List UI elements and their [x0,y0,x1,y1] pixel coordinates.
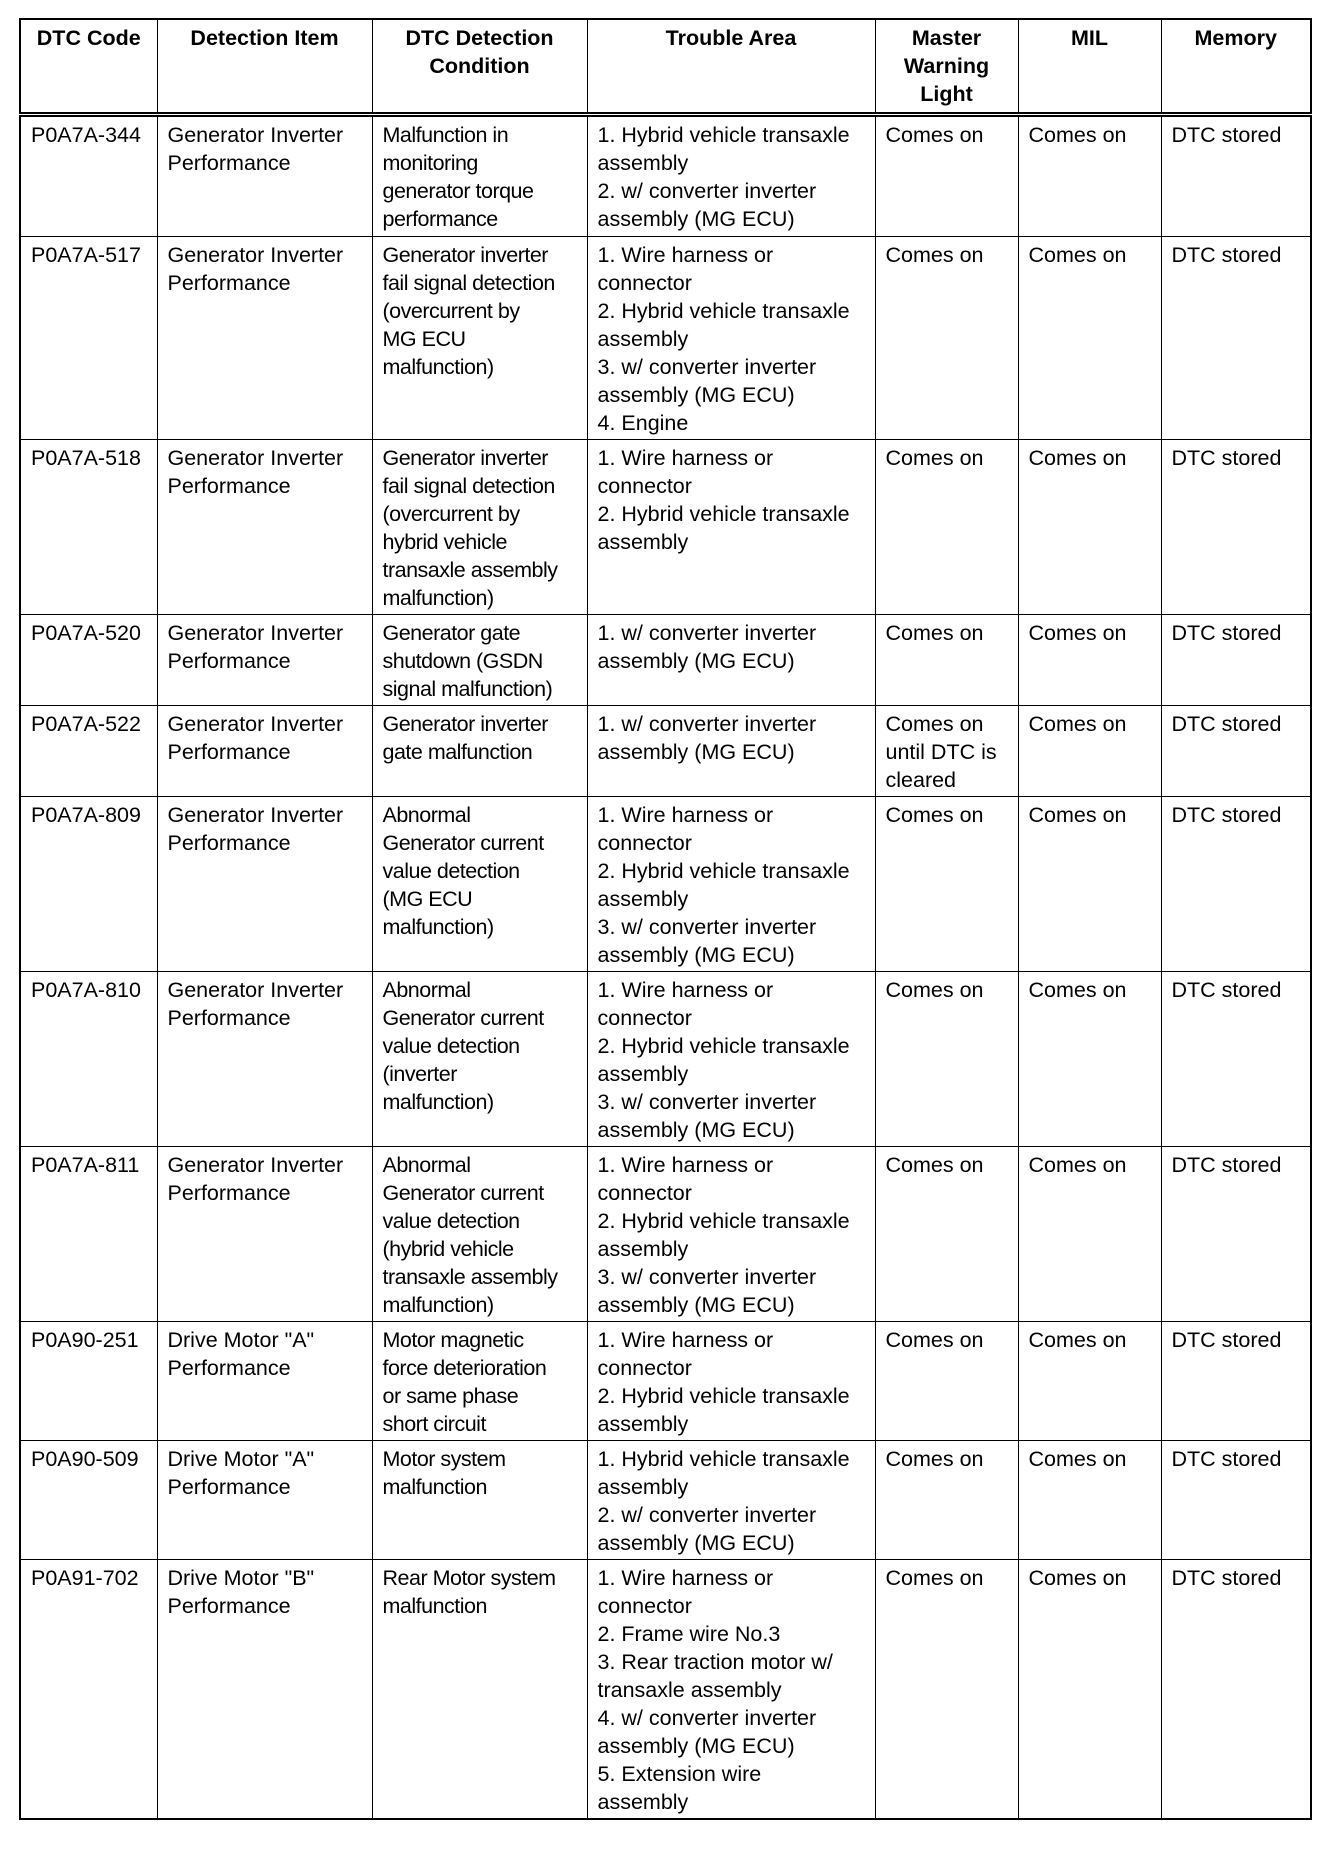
header-trouble-area: Trouble Area [587,19,875,115]
cell-line: 1. Wire harness or [597,243,774,267]
cell-master-warning-light [875,1441,1018,1560]
cell-trouble-area [587,1560,875,1820]
cell-line: (MG ECU [382,887,473,911]
cell-dtc-code: P0A7A-811 [20,1147,157,1322]
cell-line: malfunction) [382,1090,494,1114]
cell-line: Performance [167,1181,291,1205]
cell-dtc-code: P0A7A-518 [20,440,157,615]
cell-mil: Comes on [1018,797,1161,972]
cell-line: transaxle assembly [382,1265,558,1289]
cell-mil: Comes on [1018,972,1161,1147]
cell-trouble-area [587,972,875,1147]
table-row [20,706,1311,797]
table-header [20,19,1311,115]
cell-line: Drive Motor "A" [167,1447,315,1471]
cell-line: Performance [167,1006,291,1030]
cell-line: Malfunction in [382,123,509,147]
cell-line: fail signal detection [382,474,555,498]
cell-detection-condition [372,1147,587,1322]
cell-trouble-area [587,706,875,797]
cell-master-warning-light [875,440,1018,615]
cell-line: Generator Inverter [167,621,344,645]
cell-line: assembly (MG ECU) [597,649,795,673]
cell-trouble-area [587,440,875,615]
cell-line: Motor system [382,1447,506,1471]
cell-line: Performance [167,740,291,764]
cell-line: (inverter [382,1062,457,1086]
cell-line: Generator Inverter [167,978,344,1002]
cell-line: Generator Inverter [167,1153,344,1177]
cell-line: shutdown (GSDN [382,649,543,673]
header-detection-item: Detection Item [157,19,372,115]
header-memory: Memory [1161,19,1311,115]
cell-detection-item [157,115,372,237]
cell-line: cleared [885,768,957,792]
cell-line: Abnormal [382,1153,471,1177]
cell-line: Performance [167,1475,291,1499]
cell-master-warning-light [875,797,1018,972]
cell-line: 3. w/ converter inverter [597,915,817,939]
cell-line: assembly [597,1475,689,1499]
cell-line: Generator gate [382,621,521,645]
cell-line: 2. Hybrid vehicle transaxle [597,1209,850,1233]
cell-detection-item [157,1322,372,1441]
cell-line: malfunction [382,1594,487,1618]
cell-trouble-area [587,797,875,972]
cell-master-warning-light [875,706,1018,797]
cell-line: assembly [597,1062,689,1086]
cell-line: 2. Hybrid vehicle transaxle [597,299,850,323]
table-row [20,797,1311,972]
cell-line: Performance [167,1594,291,1618]
header-dtc-code: DTC Code [20,19,157,115]
cell-trouble-area [587,1322,875,1441]
header-line: DTC Detection [405,26,554,50]
cell-line: assembly [597,887,689,911]
cell-line: or same phase [382,1384,519,1408]
cell-line: Comes on [885,621,984,645]
cell-line: Generator current [382,831,544,855]
header-line: Master [911,26,982,50]
cell-line: assembly (MG ECU) [597,1293,795,1317]
cell-detection-item [157,615,372,706]
cell-memory: DTC stored [1161,1441,1311,1560]
cell-line: monitoring [382,151,478,175]
header-line: Condition [429,54,530,78]
cell-line: Drive Motor "A" [167,1328,315,1352]
cell-line: connector [597,474,692,498]
cell-detection-condition [372,1322,587,1441]
cell-line: Performance [167,1356,291,1380]
table-row [20,115,1311,237]
cell-master-warning-light [875,1560,1018,1820]
cell-line: assembly (MG ECU) [597,740,795,764]
header-mil: MIL [1018,19,1161,115]
cell-detection-item [157,1560,372,1820]
cell-line: Generator current [382,1006,544,1030]
cell-line: Abnormal [382,803,471,827]
cell-line: Comes on [885,803,984,827]
cell-line: malfunction) [382,1293,494,1317]
cell-line: Comes on [885,978,984,1002]
cell-line: signal malfunction) [382,677,553,701]
cell-line: performance [382,207,498,231]
cell-memory: DTC stored [1161,1147,1311,1322]
cell-line: Generator inverter [382,712,548,736]
cell-master-warning-light [875,1147,1018,1322]
cell-dtc-code: P0A7A-810 [20,972,157,1147]
cell-line: malfunction) [382,355,494,379]
cell-line: 1. Wire harness or [597,1328,774,1352]
table-row [20,1441,1311,1560]
cell-line: (hybrid vehicle [382,1237,514,1261]
cell-mil: Comes on [1018,237,1161,440]
cell-mil: Comes on [1018,440,1161,615]
cell-detection-condition [372,797,587,972]
cell-line: 2. Hybrid vehicle transaxle [597,859,850,883]
cell-line: assembly [597,530,689,554]
cell-line: 1. w/ converter inverter [597,712,817,736]
cell-dtc-code: P0A91-702 [20,1560,157,1820]
cell-line: Performance [167,649,291,673]
cell-line: 3. w/ converter inverter [597,1265,817,1289]
cell-line: malfunction) [382,915,494,939]
cell-line: Performance [167,151,291,175]
header-detection-condition [372,19,587,115]
cell-mil: Comes on [1018,1441,1161,1560]
cell-detection-item [157,440,372,615]
cell-line: malfunction) [382,586,494,610]
cell-line: 2. Frame wire No.3 [597,1622,781,1646]
cell-mil: Comes on [1018,115,1161,237]
cell-line: connector [597,1594,692,1618]
cell-line: transaxle assembly [382,558,558,582]
cell-detection-condition [372,1441,587,1560]
cell-memory: DTC stored [1161,1322,1311,1441]
cell-line: connector [597,831,692,855]
cell-line: value detection [382,859,520,883]
cell-mil: Comes on [1018,1560,1161,1820]
cell-line: generator torque [382,179,534,203]
header-line: Light [920,82,973,106]
cell-line: (overcurrent by [382,502,520,526]
header-master-warning-light [875,19,1018,115]
cell-line: 1. Hybrid vehicle transaxle [597,123,850,147]
header-row [20,19,1311,115]
cell-master-warning-light [875,972,1018,1147]
cell-memory: DTC stored [1161,1560,1311,1820]
cell-dtc-code: P0A7A-522 [20,706,157,797]
cell-line: Comes on [885,1153,984,1177]
cell-line: assembly [597,1790,689,1814]
cell-line: Motor magnetic [382,1328,524,1352]
cell-line: Performance [167,831,291,855]
cell-trouble-area [587,1441,875,1560]
cell-line: 2. Hybrid vehicle transaxle [597,1034,850,1058]
cell-detection-condition [372,237,587,440]
cell-line: 1. Wire harness or [597,803,774,827]
cell-line: (overcurrent by [382,299,520,323]
table-row [20,1560,1311,1820]
cell-mil: Comes on [1018,1322,1161,1441]
cell-dtc-code: P0A90-509 [20,1441,157,1560]
cell-line: Comes on [885,123,984,147]
cell-line: gate malfunction [382,740,533,764]
cell-line: 1. Wire harness or [597,1153,774,1177]
cell-line: Drive Motor "B" [167,1566,315,1590]
cell-detection-item [157,1147,372,1322]
cell-trouble-area [587,115,875,237]
cell-line: connector [597,1181,692,1205]
table-row [20,440,1311,615]
cell-line: assembly (MG ECU) [597,943,795,967]
cell-line: 3. Rear traction motor w/ [597,1650,833,1674]
cell-line: transaxle assembly [597,1678,782,1702]
cell-memory: DTC stored [1161,615,1311,706]
cell-line: 1. Hybrid vehicle transaxle [597,1447,850,1471]
dtc-table [19,18,1312,1820]
table-row [20,615,1311,706]
cell-line: Generator inverter [382,243,548,267]
cell-line: Comes on [885,712,984,736]
cell-dtc-code: P0A7A-520 [20,615,157,706]
cell-line: malfunction [382,1475,487,1499]
cell-line: Performance [167,271,291,295]
cell-line: until DTC is [885,740,997,764]
cell-detection-item [157,237,372,440]
cell-line: assembly (MG ECU) [597,383,795,407]
cell-trouble-area [587,615,875,706]
cell-line: assembly [597,1412,689,1436]
cell-trouble-area [587,237,875,440]
cell-dtc-code: P0A7A-344 [20,115,157,237]
cell-detection-condition [372,706,587,797]
cell-dtc-code: P0A7A-809 [20,797,157,972]
cell-detection-item [157,1441,372,1560]
cell-detection-item [157,797,372,972]
table-body [20,115,1311,1820]
cell-line: 4. w/ converter inverter [597,1706,817,1730]
cell-line: Generator Inverter [167,243,344,267]
cell-dtc-code: P0A90-251 [20,1322,157,1441]
cell-detection-condition [372,1560,587,1820]
cell-line: assembly (MG ECU) [597,1531,795,1555]
cell-line: assembly [597,151,689,175]
cell-memory: DTC stored [1161,797,1311,972]
cell-line: fail signal detection [382,271,555,295]
table-row [20,972,1311,1147]
cell-line: 4. Engine [597,411,689,435]
table-row [20,1322,1311,1441]
cell-line: 1. Wire harness or [597,978,774,1002]
cell-line: hybrid vehicle [382,530,507,554]
cell-line: Comes on [885,1328,984,1352]
cell-line: Abnormal [382,978,471,1002]
cell-line: value detection [382,1034,520,1058]
cell-line: assembly (MG ECU) [597,1734,795,1758]
cell-line: connector [597,271,692,295]
cell-memory: DTC stored [1161,115,1311,237]
cell-line: Generator inverter [382,446,548,470]
cell-line: 2. Hybrid vehicle transaxle [597,1384,850,1408]
cell-line: Generator Inverter [167,123,344,147]
header-line: Warning [903,54,990,78]
cell-line: value detection [382,1209,520,1233]
cell-line: 1. Wire harness or [597,446,774,470]
cell-memory: DTC stored [1161,440,1311,615]
cell-master-warning-light [875,115,1018,237]
cell-line: 5. Extension wire [597,1762,762,1786]
cell-line: Generator Inverter [167,446,344,470]
table-row [20,237,1311,440]
cell-line: Comes on [885,1447,984,1471]
cell-line: force deterioration [382,1356,547,1380]
cell-line: MG ECU [382,327,466,351]
cell-mil: Comes on [1018,615,1161,706]
cell-line: assembly [597,1237,689,1261]
cell-trouble-area [587,1147,875,1322]
cell-line: 3. w/ converter inverter [597,355,817,379]
cell-line: Generator Inverter [167,803,344,827]
cell-line: 3. w/ converter inverter [597,1090,817,1114]
cell-line: assembly (MG ECU) [597,207,795,231]
cell-line: Comes on [885,1566,984,1590]
cell-master-warning-light [875,615,1018,706]
cell-memory: DTC stored [1161,706,1311,797]
cell-master-warning-light [875,1322,1018,1441]
cell-line: assembly (MG ECU) [597,1118,795,1142]
cell-line: short circuit [382,1412,486,1436]
cell-dtc-code: P0A7A-517 [20,237,157,440]
cell-line: 1. w/ converter inverter [597,621,817,645]
cell-line: connector [597,1006,692,1030]
cell-master-warning-light [875,237,1018,440]
cell-mil: Comes on [1018,1147,1161,1322]
cell-line: 2. w/ converter inverter [597,1503,817,1527]
cell-line: 2. w/ converter inverter [597,179,817,203]
cell-detection-condition [372,440,587,615]
cell-detection-condition [372,972,587,1147]
cell-mil: Comes on [1018,706,1161,797]
cell-line: Performance [167,474,291,498]
cell-memory: DTC stored [1161,237,1311,440]
cell-line: Generator current [382,1181,544,1205]
cell-line: connector [597,1356,692,1380]
cell-line: 2. Hybrid vehicle transaxle [597,502,850,526]
cell-line: assembly [597,327,689,351]
cell-memory: DTC stored [1161,972,1311,1147]
cell-line: Comes on [885,243,984,267]
cell-line: Rear Motor system [382,1566,556,1590]
cell-detection-condition [372,115,587,237]
cell-detection-item [157,972,372,1147]
cell-detection-condition [372,615,587,706]
cell-detection-item [157,706,372,797]
table-row [20,1147,1311,1322]
cell-line: Comes on [885,446,984,470]
cell-line: Generator Inverter [167,712,344,736]
cell-line: 1. Wire harness or [597,1566,774,1590]
